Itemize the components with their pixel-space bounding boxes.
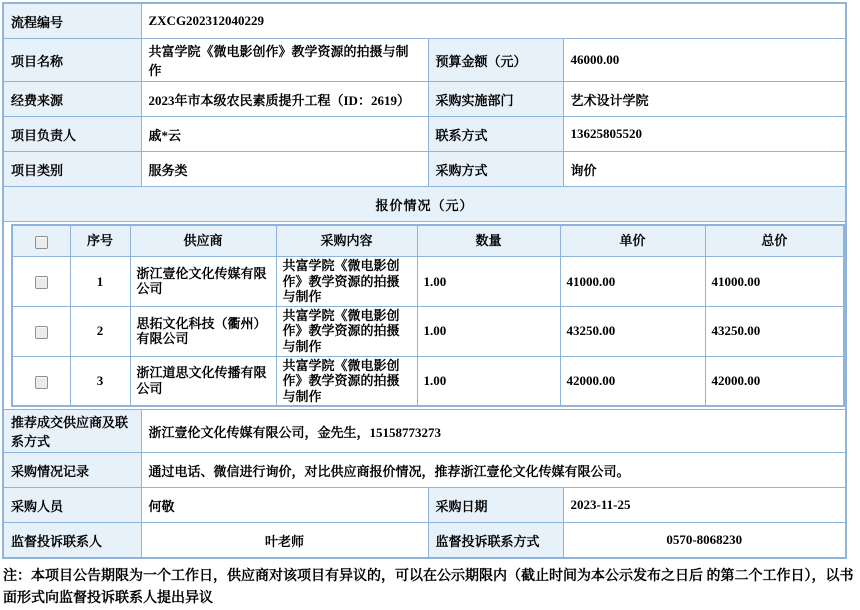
funding-source-label: 经费来源 <box>3 82 141 117</box>
row-purchase-record <box>3 453 846 488</box>
row-quote-section-title <box>3 187 846 222</box>
quote-no: 2 <box>70 306 130 356</box>
row-checkbox-cell <box>12 257 70 307</box>
buyer-value: 何敬 <box>141 488 428 523</box>
quote-supplier: 思拓文化科技（衢州）有限公司 <box>130 306 276 356</box>
purchase-record-label: 采购情况记录 <box>3 453 141 488</box>
process-id-value: ZXCG202312040229 <box>141 3 846 39</box>
procurement-notice-table <box>2 2 847 559</box>
quote-supplier: 浙江道思文化传播有限公司 <box>130 356 276 406</box>
quote-qty: 1.00 <box>417 257 560 307</box>
quote-no: 3 <box>70 356 130 406</box>
quote-content: 共富学院《微电影创作》教学资源的拍摄与制作 <box>276 257 417 307</box>
quote-section-title: 报价情况（元） <box>3 187 846 222</box>
col-header-qty: 数量 <box>417 225 560 257</box>
row-buyer <box>3 488 846 523</box>
quote-no: 1 <box>70 257 130 307</box>
project-leader-value: 戚*云 <box>141 117 428 152</box>
supervision-contact-label: 监督投诉联系人 <box>3 523 141 559</box>
row-checkbox-cell <box>12 306 70 356</box>
quote-total-price: 42000.00 <box>705 356 844 406</box>
row-checkbox-cell <box>12 356 70 406</box>
buyer-label: 采购人员 <box>3 488 141 523</box>
quote-content: 共富学院《微电影创作》教学资源的拍摄与制作 <box>276 356 417 406</box>
purchase-method-label: 采购方式 <box>428 152 563 187</box>
quote-table <box>11 224 845 407</box>
quote-unit-price: 43250.00 <box>560 306 705 356</box>
supervision-contact-value: 叶老师 <box>141 523 428 559</box>
row-project-type <box>3 152 846 187</box>
quote-unit-price: 41000.00 <box>560 257 705 307</box>
project-type-label: 项目类别 <box>3 152 141 187</box>
contact-value: 13625805520 <box>563 117 846 152</box>
purchase-record-value: 通过电话、微信进行询价，对比供应商报价情况，推荐浙江壹伦文化传媒有限公司。 <box>141 453 846 488</box>
row-checkbox[interactable] <box>35 326 48 339</box>
col-header-no: 序号 <box>70 225 130 257</box>
project-type-value: 服务类 <box>141 152 428 187</box>
supervision-phone-label: 监督投诉联系方式 <box>428 523 563 559</box>
purchasing-dept-value: 艺术设计学院 <box>563 82 846 117</box>
budget-label: 预算金额（元） <box>428 39 563 82</box>
quote-qty: 1.00 <box>417 356 560 406</box>
purchase-date-value: 2023-11-25 <box>563 488 846 523</box>
row-checkbox[interactable] <box>35 376 48 389</box>
purchase-date-label: 采购日期 <box>428 488 563 523</box>
project-name-label: 项目名称 <box>3 39 141 82</box>
col-header-unit-price: 单价 <box>560 225 705 257</box>
quote-table-header <box>12 225 844 257</box>
project-leader-label: 项目负责人 <box>3 117 141 152</box>
funding-source-value: 2023年市本级农民素质提升工程（ID：2619） <box>141 82 428 117</box>
quote-total-price: 43250.00 <box>705 306 844 356</box>
select-all-cell <box>12 225 70 257</box>
row-recommended-supplier <box>3 410 846 453</box>
quote-row <box>12 306 844 356</box>
col-header-content: 采购内容 <box>276 225 417 257</box>
quote-table-container <box>3 222 846 410</box>
quote-qty: 1.00 <box>417 306 560 356</box>
purchase-method-value: 询价 <box>563 152 846 187</box>
quote-total-price: 41000.00 <box>705 257 844 307</box>
project-name-value: 共富学院《微电影创作》教学资源的拍摄与制作 <box>141 39 428 82</box>
row-checkbox[interactable] <box>35 276 48 289</box>
row-supervision <box>3 523 846 559</box>
purchasing-dept-label: 采购实施部门 <box>428 82 563 117</box>
row-quote-table <box>3 222 846 410</box>
quote-unit-price: 42000.00 <box>560 356 705 406</box>
contact-label: 联系方式 <box>428 117 563 152</box>
col-header-supplier: 供应商 <box>130 225 276 257</box>
recommended-supplier-value: 浙江壹伦文化传媒有限公司，金先生，15158773273 <box>141 410 846 453</box>
quote-row <box>12 257 844 307</box>
col-header-total-price: 总价 <box>705 225 844 257</box>
quote-supplier: 浙江壹伦文化传媒有限公司 <box>130 257 276 307</box>
quote-row <box>12 356 844 406</box>
supervision-phone-value: 0570-8068230 <box>563 523 846 559</box>
budget-value: 46000.00 <box>563 39 846 82</box>
row-funding-source <box>3 82 846 117</box>
recommended-supplier-label: 推荐成交供应商及联系方式 <box>3 410 141 453</box>
select-all-checkbox[interactable] <box>35 236 48 249</box>
row-process-id <box>3 3 846 39</box>
row-project-leader <box>3 117 846 152</box>
row-project-name <box>3 39 846 82</box>
note-text: 注：本项目公告期限为一个工作日，供应商对该项目有异议的，可以在公示期限内（截止时间为本公示发布之日后 的第二个工作日），以书面形式向监督投诉联系人提出异议 <box>3 569 854 607</box>
process-id-label: 流程编号 <box>3 3 141 39</box>
quote-content: 共富学院《微电影创作》教学资源的拍摄与制作 <box>276 306 417 356</box>
